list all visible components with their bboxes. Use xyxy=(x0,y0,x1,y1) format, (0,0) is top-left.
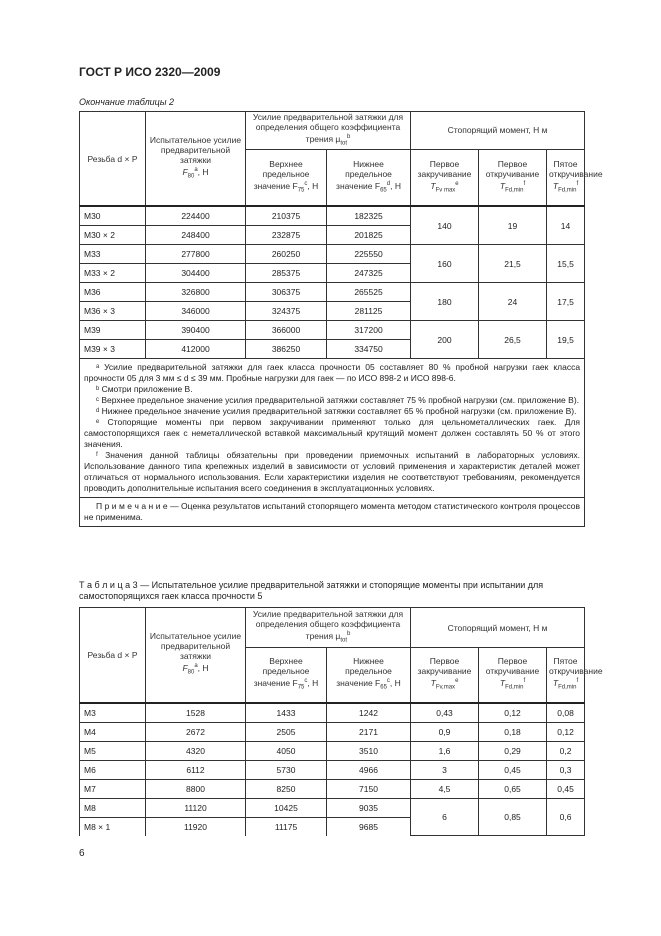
cell-torque-on: 3 xyxy=(411,760,479,779)
cell-torque-off5: 0,6 xyxy=(547,798,585,836)
header-fifth-off: Пятое откручивание $T_{Fd,min}^f$ xyxy=(547,149,585,206)
cell-f75: 210375 xyxy=(246,206,327,226)
cell-torque-off5: 0,3 xyxy=(547,760,585,779)
cell-f65: 317200 xyxy=(327,321,411,340)
cell-f65: 201825 xyxy=(327,226,411,245)
header-first-on: Первое закручивание $T_{Fv max}^e$ xyxy=(411,149,479,206)
cell-torque-off5: 0,08 xyxy=(547,703,585,723)
cell-thread: M5 xyxy=(80,741,146,760)
cell-torque-off5: 0,45 xyxy=(547,779,585,798)
cell-f80: 412000 xyxy=(146,340,246,359)
cell-f75: 5730 xyxy=(246,760,327,779)
cell-torque-on: 200 xyxy=(411,321,479,359)
cell-thread: M8 xyxy=(80,798,146,817)
table-row xyxy=(80,741,585,760)
table-row xyxy=(80,245,585,264)
cell-torque-on: 1,6 xyxy=(411,741,479,760)
table2-caption: Окончание таблицы 2 xyxy=(79,97,174,107)
document-title: ГОСТ Р ИСО 2320—2009 xyxy=(79,65,221,79)
cell-f80: 346000 xyxy=(146,302,246,321)
cell-torque-off1: 0,29 xyxy=(479,741,547,760)
footnote: ᵉ Стопорящие моменты при первом закручивании применяют только для цельнометаллических гаек. Для самостопорящихся гаек с неметаллической вставкой максимальный крутящий момент должен составлять 50 % от этого значения. xyxy=(84,417,581,450)
cell-f80: 326800 xyxy=(146,283,246,302)
cell-f80: 4320 xyxy=(146,741,246,760)
cell-f80: 6112 xyxy=(146,760,246,779)
table-row xyxy=(80,760,585,779)
header-upper: Верхнее предельное значение $F_{75}^c$, Н xyxy=(246,149,327,206)
cell-thread: M7 xyxy=(80,779,146,798)
table-row xyxy=(80,779,585,798)
cell-f80: 277800 xyxy=(146,245,246,264)
table-row xyxy=(80,321,585,340)
cell-f65: 4966 xyxy=(327,760,411,779)
cell-thread: M30 × 2 xyxy=(80,226,146,245)
table-row xyxy=(80,798,585,817)
cell-f75: 11175 xyxy=(246,817,327,836)
cell-f75: 4050 xyxy=(246,741,327,760)
cell-f80: 304400 xyxy=(146,264,246,283)
cell-f75: 2505 xyxy=(246,722,327,741)
cell-torque-on: 180 xyxy=(411,283,479,321)
cell-thread: M3 xyxy=(80,703,146,723)
cell-torque-off1: 21,5 xyxy=(479,245,547,283)
cell-torque-off1: 26,5 xyxy=(479,321,547,359)
cell-f80: 11120 xyxy=(146,798,246,817)
cell-f65: 281125 xyxy=(327,302,411,321)
cell-f80: 1528 xyxy=(146,703,246,723)
cell-f75: 1433 xyxy=(246,703,327,723)
cell-torque-on: 6 xyxy=(411,798,479,836)
cell-torque-off5: 14 xyxy=(547,206,585,245)
cell-thread: M39 xyxy=(80,321,146,340)
cell-torque-off5: 15,5 xyxy=(547,245,585,283)
cell-thread: M36 × 3 xyxy=(80,302,146,321)
cell-f80: 390400 xyxy=(146,321,246,340)
cell-torque-off1: 0,12 xyxy=(479,703,547,723)
cell-torque-on: 140 xyxy=(411,206,479,245)
header-first-off: Первое откручивание $T_{Fd,min}^f$ xyxy=(479,149,547,206)
cell-torque-off5: 0,2 xyxy=(547,741,585,760)
cell-f65: 334750 xyxy=(327,340,411,359)
footnote: ᶜ Верхнее предельное значение усилия предварительной затяжки составляет 75 % пробной нагрузки (см. приложение В). xyxy=(96,395,580,406)
cell-torque-off1: 0,65 xyxy=(479,779,547,798)
cell-thread: M6 xyxy=(80,760,146,779)
cell-f75: 8250 xyxy=(246,779,327,798)
header-thread: Резьба d × P xyxy=(80,608,146,703)
cell-f75: 285375 xyxy=(246,264,327,283)
table-row xyxy=(80,722,585,741)
cell-f75: 306375 xyxy=(246,283,327,302)
cell-f75: 324375 xyxy=(246,302,327,321)
header-fifth-off: Пятое откручивание $T_{Fd,min}^f$ xyxy=(547,648,585,703)
cell-thread: M4 xyxy=(80,722,146,741)
cell-thread: M39 × 3 xyxy=(80,340,146,359)
cell-torque-on: 160 xyxy=(411,245,479,283)
cell-f80: 8800 xyxy=(146,779,246,798)
table-3 xyxy=(79,607,603,836)
page-number: 6 xyxy=(79,848,85,859)
header-upper: Верхнее предельное значение $F_{75}^c$, Н xyxy=(246,648,327,703)
header-lower: Нижнее предельное значение $F_{65}^d$, Н xyxy=(327,149,411,206)
cell-torque-off1: 24 xyxy=(479,283,547,321)
cell-f65: 9685 xyxy=(327,817,411,836)
header-test-force: Испытательное усилие предварительной затяжки $F_{80}^a$, Н xyxy=(146,608,246,703)
cell-f80: 248400 xyxy=(146,226,246,245)
table3-caption: Т а б л и ц а 3 — Испытательное усилие предварительной затяжки и стопорящие моменты при испытании для самостопорящихся гаек класса прочности 5 xyxy=(79,580,544,601)
table-row xyxy=(80,283,585,302)
cell-thread: M30 xyxy=(80,206,146,226)
cell-torque-off5: 19,5 xyxy=(547,321,585,359)
cell-f65: 1242 xyxy=(327,703,411,723)
table-row xyxy=(80,703,585,723)
cell-f75: 386250 xyxy=(246,340,327,359)
footnote: ᶠ Значения данной таблицы обязательны при проведении приемочных испытаний в лабораторных условиях. Использование данного типа крепежных изделий в зависимости от условий применения и характеристик деталей может отличаться от нормального использования. Если характеристики изделия не соответствуют требованиям, рекомендуется проводить дополнительные испытания всего соединения в эксплуатационных условиях. xyxy=(84,450,581,494)
cell-f65: 182325 xyxy=(327,206,411,226)
cell-f80: 11920 xyxy=(146,817,246,836)
header-preload-group: Усилие предварительной затяжки для определения общего коэффициента трения $\mu_{tot}^b$ xyxy=(246,608,411,648)
cell-thread: M8 × 1 xyxy=(80,817,146,836)
cell-torque-off1: 0,18 xyxy=(479,722,547,741)
footnote: ᵇ Смотри приложение В. xyxy=(96,384,193,395)
header-preload-group: Усилие предварительной затяжки для определения общего коэффициента трения $\mu_{tot}^b$ xyxy=(246,112,411,150)
cell-f65: 3510 xyxy=(327,741,411,760)
table-note: П р и м е ч а н и е — Оценка результатов испытаний стопорящего момента методом статистического контроля процессов не применима. xyxy=(80,498,585,527)
header-torque-group: Стопорящий момент, Н м xyxy=(411,608,585,648)
cell-f75: 10425 xyxy=(246,798,327,817)
cell-f65: 225550 xyxy=(327,245,411,264)
cell-f75: 260250 xyxy=(246,245,327,264)
cell-f80: 2672 xyxy=(146,722,246,741)
cell-f65: 2171 xyxy=(327,722,411,741)
cell-f65: 7150 xyxy=(327,779,411,798)
cell-f80: 224400 xyxy=(146,206,246,226)
cell-torque-off1: 0,85 xyxy=(479,798,547,836)
cell-f75: 366000 xyxy=(246,321,327,340)
header-first-on: Первое закручивание $T_{Fv,max}^e$ xyxy=(411,648,479,703)
cell-f65: 265525 xyxy=(327,283,411,302)
footnotes xyxy=(80,359,585,498)
header-first-off: Первое откручивание $T_{Fd,min}^f$ xyxy=(479,648,547,703)
cell-torque-off1: 19 xyxy=(479,206,547,245)
header-torque-group: Стопорящий момент, Н м xyxy=(411,112,585,150)
cell-f65: 247325 xyxy=(327,264,411,283)
cell-torque-on: 0,9 xyxy=(411,722,479,741)
cell-torque-off1: 0,45 xyxy=(479,760,547,779)
footnote: ᵃ Усилие предварительной затяжки для гаек класса прочности 05 составляет 80 % пробной нагрузки гаек класса прочности 05 для 3 мм ≤ d ≤ 39 мм. Пробные нагрузки для гаек — по ИСО 898-2 и ИСО 898-6. xyxy=(84,362,581,384)
cell-torque-off5: 0,12 xyxy=(547,722,585,741)
cell-thread: M33 × 2 xyxy=(80,264,146,283)
table-row xyxy=(80,206,585,226)
cell-torque-on: 4,5 xyxy=(411,779,479,798)
header-lower: Нижнее предельное значение $F_{65}^c$, Н xyxy=(327,648,411,703)
footnote: ᵈ Нижнее предельное значение усилия предварительной затяжки составляет 65 % пробной нагрузки (см. приложение В). xyxy=(96,406,577,417)
cell-torque-off5: 17,5 xyxy=(547,283,585,321)
header-thread: Резьба d × P xyxy=(80,112,146,207)
cell-thread: M36 xyxy=(80,283,146,302)
cell-thread: M33 xyxy=(80,245,146,264)
table-2 xyxy=(79,111,603,527)
cell-f75: 232875 xyxy=(246,226,327,245)
cell-torque-on: 0,43 xyxy=(411,703,479,723)
header-test-force: Испытательное усилие предварительной затяжки $F_{80}^a$, Н xyxy=(146,112,246,207)
cell-f65: 9035 xyxy=(327,798,411,817)
